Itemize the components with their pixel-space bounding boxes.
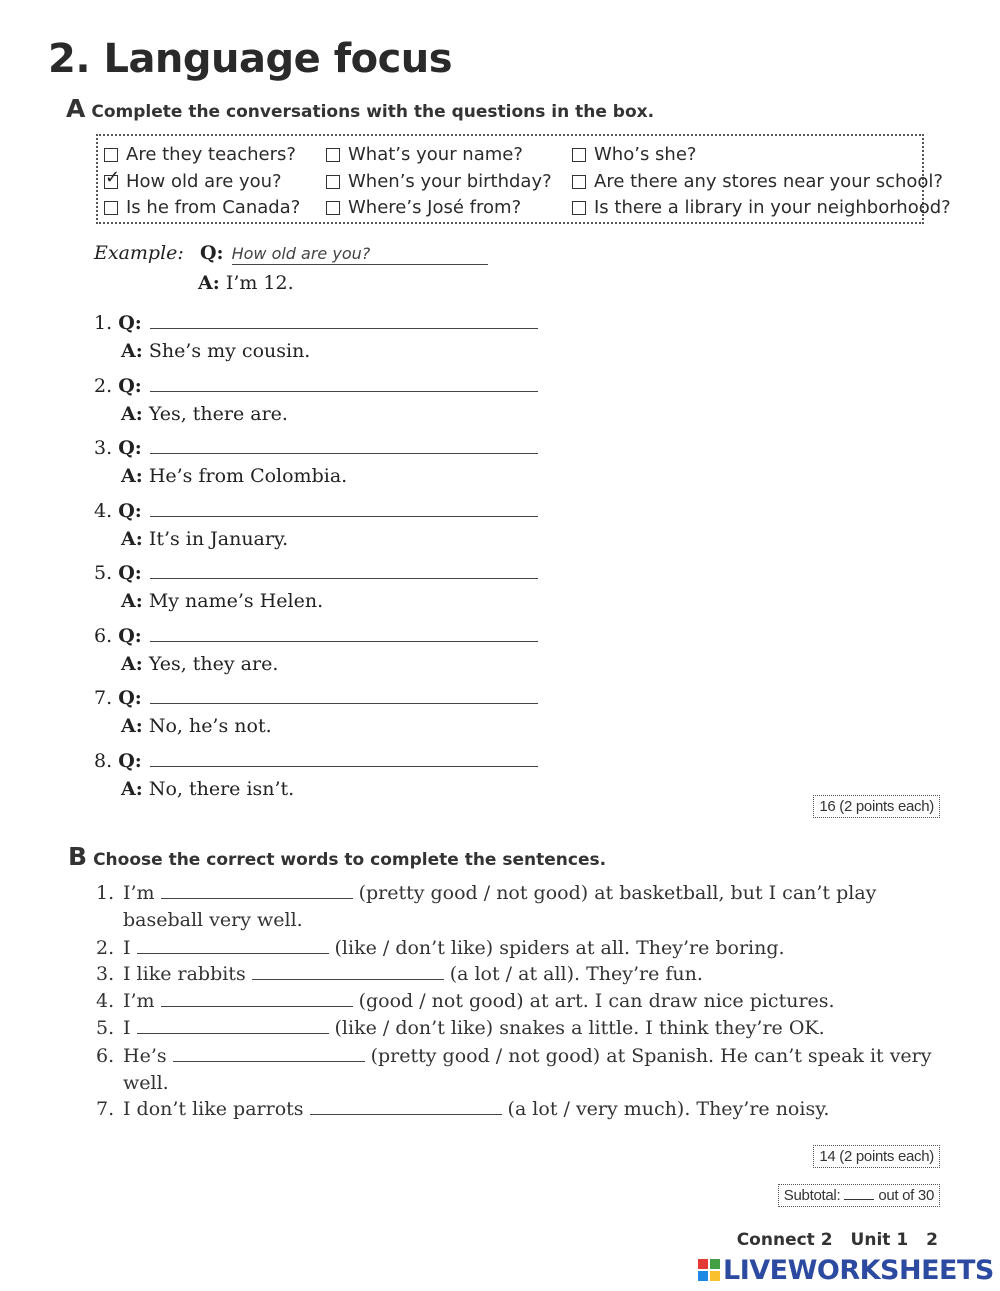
sentence-number: 5. — [96, 1017, 115, 1039]
sentence-item — [96, 1015, 956, 1042]
box-item[interactable] — [104, 166, 300, 196]
question-box-column-2 — [326, 142, 552, 222]
item-a-label: A: — [121, 465, 143, 487]
logo-square — [710, 1259, 720, 1269]
box-item-label: Who’s she? — [594, 144, 697, 165]
item-number: 4. — [94, 499, 113, 522]
sentence-item — [96, 1096, 956, 1123]
section-a-letter: A — [66, 94, 86, 123]
section-b-letter: B — [68, 842, 88, 871]
question-answer-field[interactable] — [150, 435, 538, 454]
box-item[interactable] — [572, 169, 951, 196]
item-a-label: A: — [121, 527, 143, 550]
section-a-instruction: Complete the conversations with the questions in the box. — [91, 102, 655, 122]
item-q-label: Q: — [118, 749, 142, 772]
item-q-label: Q: — [118, 499, 142, 522]
item-answer: She’s my cousin. — [148, 340, 311, 362]
conversation-item — [94, 622, 538, 678]
sentence-item — [96, 961, 956, 988]
conversation-item — [94, 309, 538, 365]
conversation-item — [94, 684, 538, 740]
item-answer: No, there isn’t. — [148, 777, 295, 800]
box-item-label: When’s your birthday? — [348, 170, 552, 192]
item-a-label: A: — [121, 715, 143, 737]
sentence-number: 6. — [96, 1045, 115, 1067]
item-a-label: A: — [121, 402, 143, 425]
checkbox-icon[interactable] — [572, 148, 586, 162]
sentence-answer-field[interactable] — [252, 961, 444, 980]
item-number: 8. — [94, 749, 113, 772]
sentence-before: I’m — [123, 882, 155, 904]
sentence-number: 7. — [96, 1098, 115, 1120]
sentence-continuation: well. — [123, 1072, 169, 1094]
question-answer-field[interactable] — [150, 498, 538, 517]
conversation-item — [94, 372, 538, 428]
sentence-after: (pretty good / not good) at basketball, but I can’t play — [358, 882, 877, 904]
page-footer — [719, 1230, 938, 1250]
item-number: 6. — [94, 624, 113, 647]
item-q-label: Q: — [118, 374, 142, 397]
item-q-label: Q: — [118, 687, 142, 709]
page-title: 2. Language focus — [48, 36, 453, 82]
sentence-answer-field[interactable] — [137, 1015, 329, 1034]
footer-page-number: 2 — [926, 1230, 938, 1250]
example-question — [94, 242, 488, 265]
item-a-label: A: — [121, 590, 143, 612]
sentence-answer-field[interactable] — [173, 1043, 365, 1062]
box-item[interactable] — [104, 195, 300, 222]
checkbox-icon[interactable] — [104, 148, 118, 162]
box-item-label: Is he from Canada? — [126, 197, 301, 218]
box-item-label: Are there any stores near your school? — [594, 170, 943, 192]
item-answer: He’s from Colombia. — [148, 465, 348, 487]
subtotal-field[interactable] — [844, 1187, 874, 1200]
sentence-number: 1. — [96, 882, 115, 904]
item-a-label: A: — [121, 777, 143, 800]
question-answer-field[interactable] — [150, 685, 538, 704]
checked-checkbox-icon[interactable]: ✓ — [105, 166, 121, 188]
box-item[interactable] — [572, 142, 951, 169]
footer-unit: Unit 1 — [850, 1230, 909, 1250]
item-number: 5. — [94, 562, 113, 584]
sentence-item — [96, 935, 956, 962]
brand-logo-icon — [698, 1259, 720, 1281]
sentence-after: (a lot / very much). They’re noisy. — [507, 1098, 830, 1120]
conversation-item — [94, 747, 538, 803]
sentence-number: 4. — [96, 990, 115, 1012]
item-number: 1. — [94, 312, 113, 334]
conversation-item — [94, 559, 538, 615]
item-number: 7. — [94, 687, 113, 709]
checkbox-icon[interactable] — [572, 201, 586, 215]
box-item[interactable] — [104, 142, 300, 169]
box-item[interactable] — [326, 169, 552, 196]
sentence-number: 3. — [96, 963, 115, 985]
conversation-item — [94, 497, 538, 553]
item-answer: It’s in January. — [148, 527, 289, 550]
box-item-label: How old are you? — [126, 170, 282, 192]
brand-watermark — [698, 1256, 994, 1284]
sentence-answer-field[interactable] — [161, 880, 353, 899]
logo-square — [698, 1259, 708, 1269]
checkbox-icon[interactable] — [326, 148, 340, 162]
sentence-number: 2. — [96, 937, 115, 959]
sentence-after: (good / not good) at art. I can draw nice pictures. — [358, 990, 835, 1012]
section-b-points: 14 (2 points each) — [813, 1145, 940, 1168]
conversation-item — [94, 434, 538, 490]
logo-square — [710, 1271, 720, 1281]
example-label: Example: — [94, 242, 184, 264]
sentence-before: I like rabbits — [123, 963, 246, 985]
sentence-answer-field[interactable] — [310, 1096, 502, 1115]
footer-book: Connect 2 — [736, 1230, 833, 1250]
box-item-label: What’s your name? — [348, 144, 523, 165]
example-answer-field: How old are you? — [232, 244, 488, 265]
item-a-label: A: — [121, 340, 143, 362]
example-a-label: A: — [198, 272, 220, 294]
section-a-header — [66, 94, 654, 123]
logo-square — [698, 1271, 708, 1281]
sentence-after: (like / don’t like) spiders at all. They’re boring. — [334, 937, 785, 959]
sentence-after: (like / don’t like) snakes a little. I think they’re OK. — [334, 1017, 825, 1039]
box-item[interactable] — [572, 195, 951, 222]
item-answer: My name’s Helen. — [148, 590, 324, 612]
sentence-before: He’s — [123, 1045, 167, 1067]
sentence-answer-field[interactable] — [161, 988, 353, 1007]
checkbox-icon[interactable] — [572, 175, 586, 189]
item-answer: No, he’s not. — [148, 715, 272, 737]
item-q-label: Q: — [118, 624, 142, 647]
sentence-before: I don’t like parrots — [123, 1098, 304, 1120]
question-box-column-1 — [104, 142, 300, 222]
checkbox-icon[interactable] — [326, 201, 340, 215]
brand-name: LIVEWORKSHEETS — [723, 1254, 994, 1286]
sentence-before: I — [123, 1017, 131, 1039]
item-a-label: A: — [121, 652, 143, 675]
item-answer: Yes, they are. — [148, 652, 279, 675]
question-answer-field[interactable] — [150, 373, 538, 392]
item-answer: Yes, there are. — [148, 402, 288, 425]
section-a-points: 16 (2 points each) — [813, 795, 940, 818]
subtotal-suffix: out of 30 — [878, 1187, 934, 1204]
sentence-continuation: baseball very well. — [123, 909, 303, 931]
example-q-label: Q: — [200, 242, 224, 264]
sentence-item — [96, 988, 956, 1015]
sentence-item — [96, 1043, 956, 1097]
sentence-item — [96, 880, 956, 934]
question-answer-field[interactable] — [150, 623, 538, 642]
sentence-before: I’m — [123, 990, 155, 1012]
question-answer-field[interactable] — [150, 748, 538, 767]
box-item-label: Where’s José from? — [348, 197, 522, 218]
example-answer — [198, 272, 294, 294]
box-item[interactable] — [326, 142, 552, 169]
box-item[interactable] — [326, 195, 552, 222]
item-q-label: Q: — [118, 562, 142, 584]
item-number: 2. — [94, 374, 113, 397]
subtotal-label: Subtotal: — [783, 1187, 841, 1204]
section-b-header — [68, 842, 606, 871]
item-q-label: Q: — [118, 312, 142, 334]
item-q-label: Q: — [118, 437, 142, 459]
item-number: 3. — [94, 437, 113, 459]
box-item-label: Is there a library in your neighborhood? — [594, 197, 951, 218]
sentence-after: (pretty good / not good) at Spanish. He can’t speak it very — [370, 1045, 932, 1067]
question-box-column-3 — [572, 142, 951, 222]
box-item-label: Are they teachers? — [126, 144, 296, 165]
section-b-instruction: Choose the correct words to complete the sentences. — [93, 850, 607, 870]
checkbox-icon[interactable] — [326, 175, 340, 189]
checkbox-icon[interactable] — [104, 201, 118, 215]
question-answer-field[interactable] — [150, 560, 538, 579]
sentence-before: I — [123, 937, 131, 959]
sentence-answer-field[interactable] — [137, 935, 329, 954]
question-box — [96, 134, 951, 224]
sentence-after: (a lot / at all). They’re fun. — [449, 963, 703, 985]
example-answer-text: I’m 12. — [225, 272, 294, 294]
subtotal-box — [778, 1184, 940, 1207]
question-answer-field[interactable] — [150, 310, 538, 329]
